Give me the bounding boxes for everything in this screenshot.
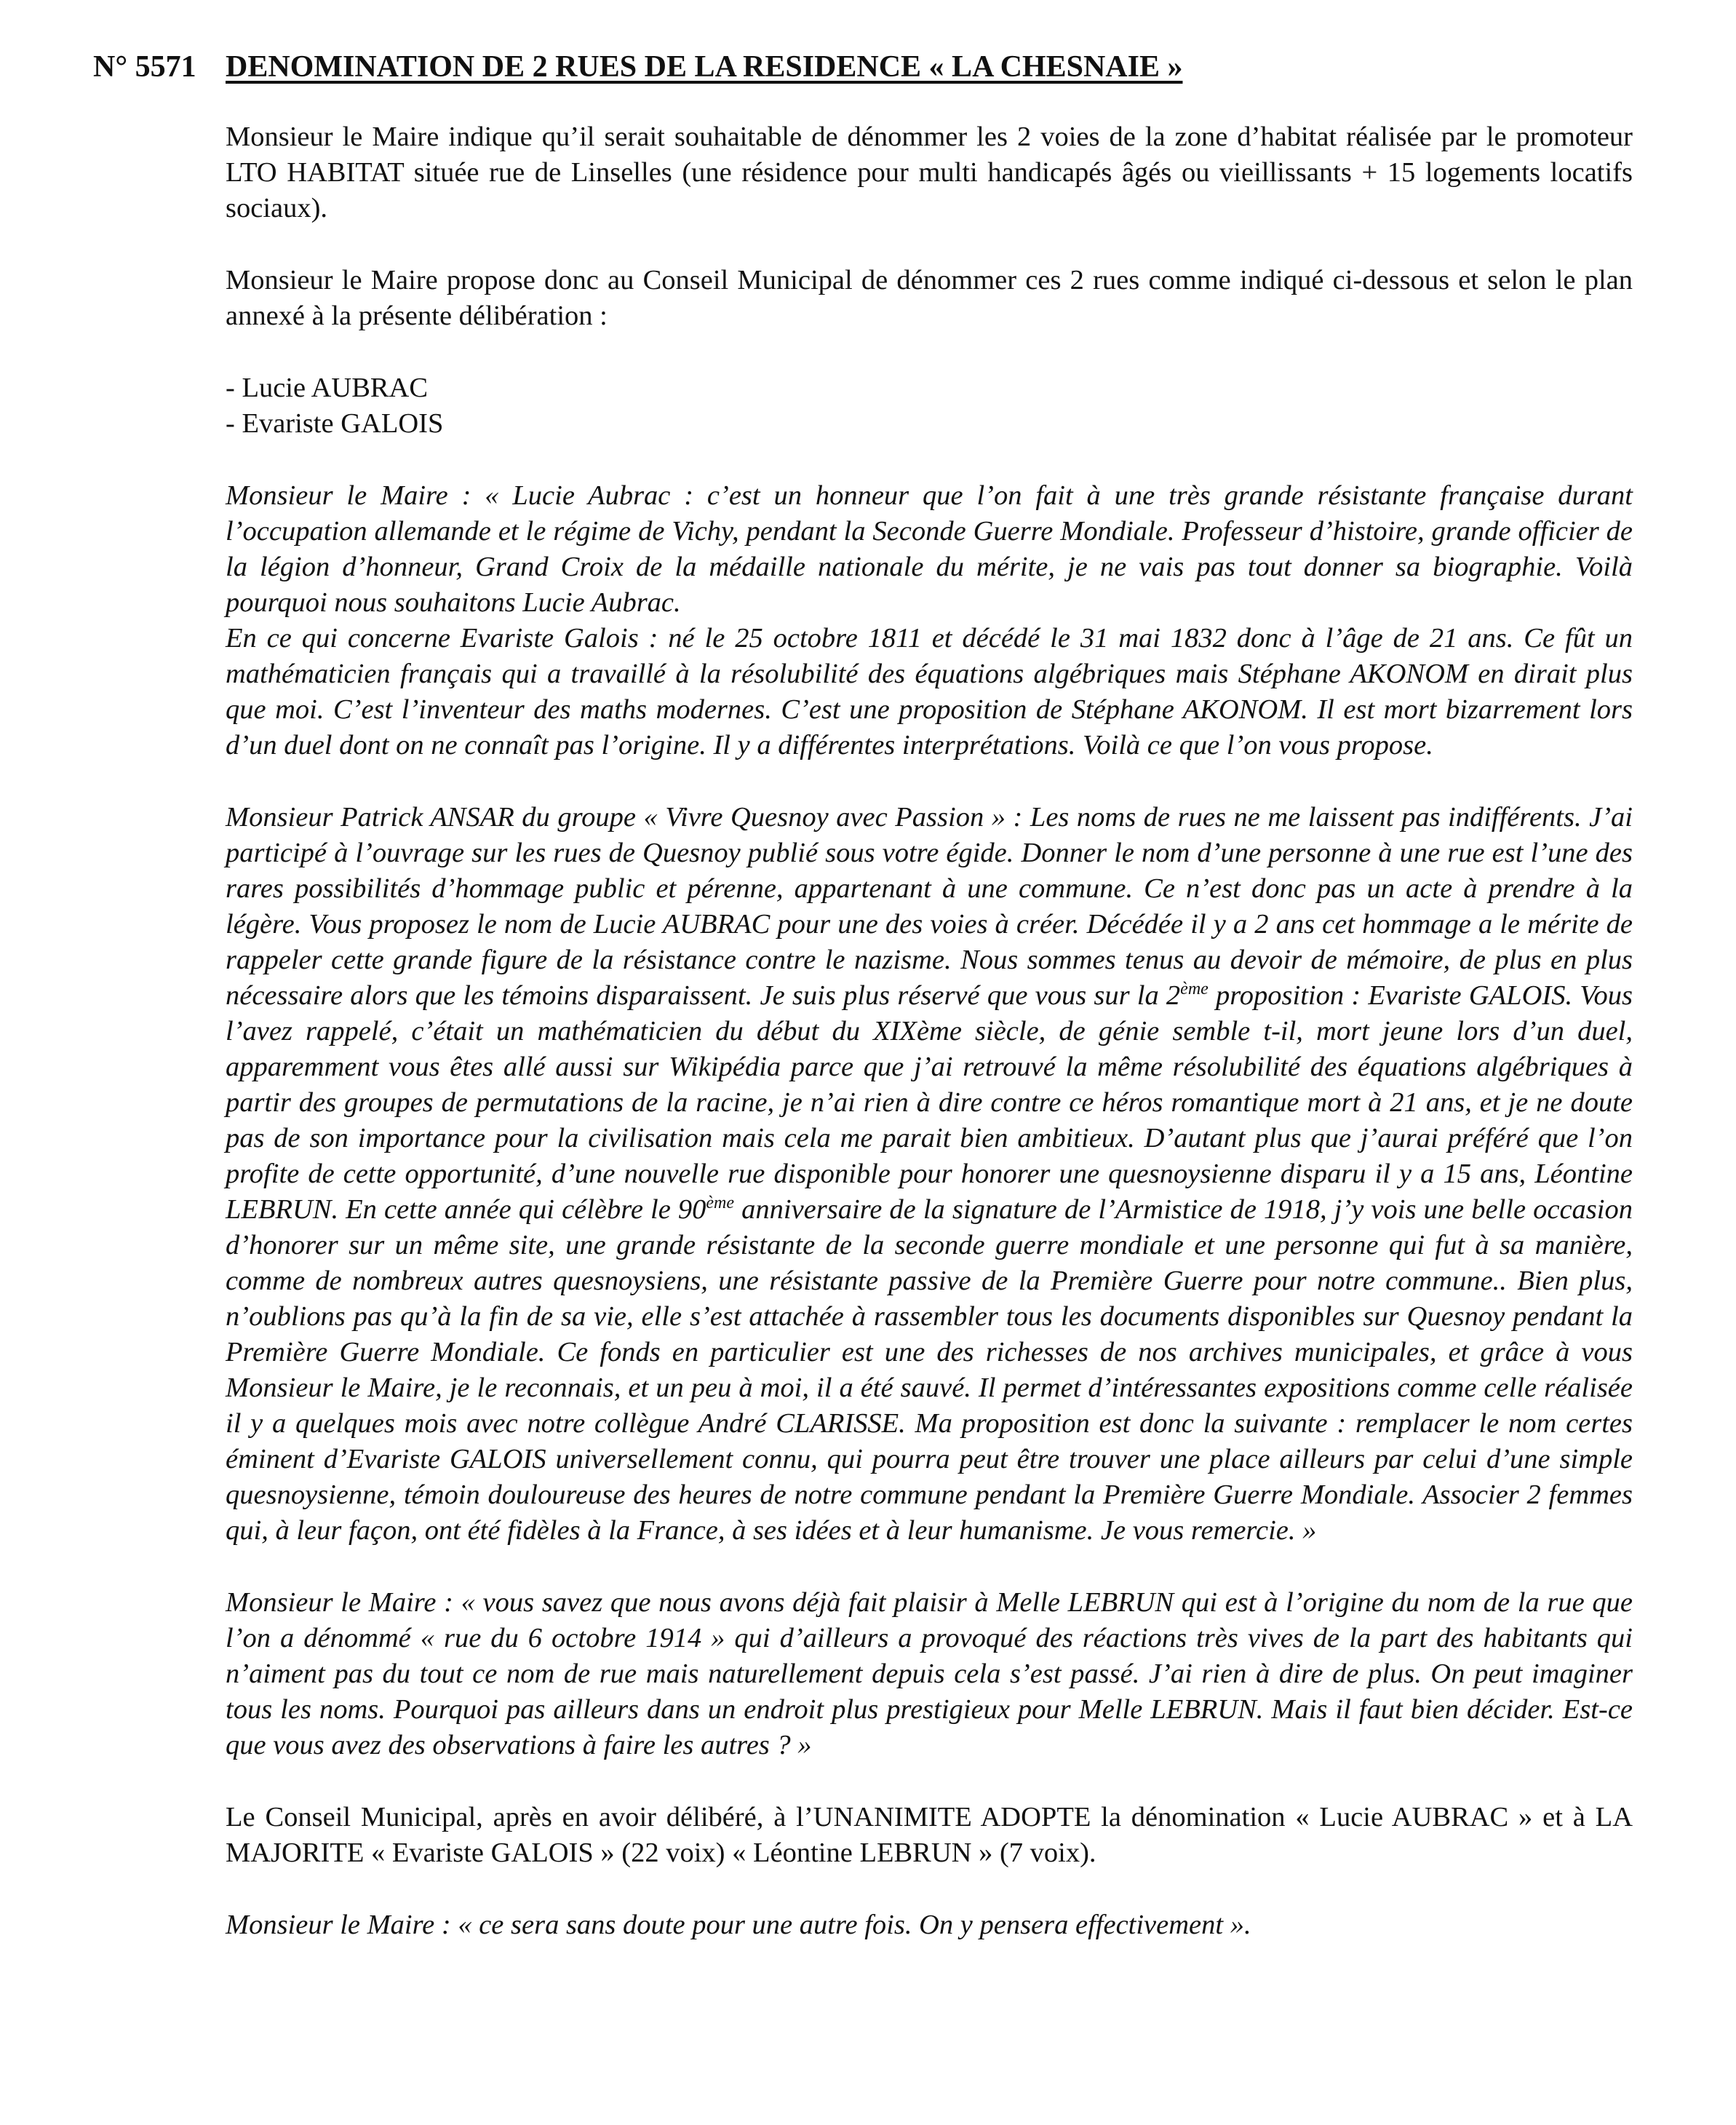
list-item-galois: - Evariste GALOIS (226, 408, 444, 439)
paragraph-maire-closing: Monsieur le Maire : « ce sera sans doute pour une autre fois. On y pensera effectivement ». (226, 1910, 1251, 1940)
superscript-eme: ème (1180, 980, 1209, 999)
ansar-text-part-3: anniversaire de la signature de l’Armistice de 1918, j’y vois une belle occasion d’honorer sur un même site, une grande résistante de la seconde guerre mondiale et une personne qui fut à sa manière, comme de nombreux autres quesnoysiens, une résistante passive de la Première Guerre pour notre commune.. Bien plus, n’oublions pas qu’à la fin de sa vie, elle s’est attachée à rassembler tous les documents disponibles sur Quesnoy pendant la Première Guerre Mondiale. Ce fonds en particulier est une des richesses de nos archives municipales, et grâce à vous Monsieur le Maire, je le reconnais, et un peu à moi, il a été sauvé. Il permet d’intéressantes expositions comme celle réalisée il y a quelques mois avec notre collègue André CLARISSE. Ma proposition est donc la suivante : remplacer le nom certes éminent d’Evariste GALOIS universellement connu, qui pourra peut être trouver une place ailleurs par celui d’une simple quesnoysienne, témoin douloureuse des heures de notre commune pendant la Première Guerre Mondiale. Associer 2 femmes qui, à leur façon, ont été fidèles à la France, à ses idées et à leur humanisme. Je vous remercie. » (226, 1194, 1633, 1546)
paragraph-maire-lebrun: Monsieur le Maire : « vous savez que nous avons déjà fait plaisir à Melle LEBRUN qui est à l’origine du nom de la rue que l’on a dénommé « rue du 6 octobre 1914 » qui d’ailleurs a provoqué des réactions très vives de la part des habitants qui n’aiment pas du tout ce nom de rue mais naturellement depuis cela s’est passé. J’ai rien à dire de plus. On peut imaginer tous les noms. Pourquoi pas ailleurs dans un endroit plus prestigieux pour Melle LEBRUN. Mais il faut bien décider. Est-ce que vous avez des observations à faire les autres ? » (226, 1587, 1633, 1760)
paragraph-proposal: Monsieur le Maire propose donc au Conseil Municipal de dénommer ces 2 rues comme indiqué ci-dessous et selon le plan annexé à la présente délibération : (226, 265, 1633, 331)
deliberation-title: DENOMINATION DE 2 RUES DE LA RESIDENCE « LA CHESNAIE » (226, 50, 1183, 84)
paragraph-maire-aubrac: Monsieur le Maire : « Lucie Aubrac : c’est un honneur que l’on fait à une très grande résistante française durant l’occupation allemande et le régime de Vichy, pendant la Seconde Guerre Mondiale. Professeur d’histoire, grande officier de la légion d’honneur, Grand Croix de la médaille nationale du mérite, je ne vais pas tout donner sa biographie. Voilà pourquoi nous souhaitons Lucie Aubrac. (226, 480, 1633, 618)
ansar-text-part-2: proposition : Evariste GALOIS. Vous l’avez rappelé, c’était un mathématicien du début du XIXème siècle, de génie semble t-il, mort jeune lors d’un duel, apparemment vous êtes allé aussi sur Wikipédia parce que j’ai retrouvé la même résolubilité des équations algébriques à partir des groupes de permutations de la racine, je n’ai rien à dire contre ce héros romantique mort à 21 ans, et je ne doute pas de son importance pour la civilisation mais cela me parait bien ambitieux. D’autant plus que j’aurai préféré que l’on profite de cette opportunité, d’une nouvelle rue disponible pour honorer une quesnoysienne disparu il y a 15 ans, Léontine LEBRUN. En cette année qui célèbre le 90 (226, 980, 1633, 1225)
paragraph-vote-result: Le Conseil Municipal, après en avoir délibéré, à l’UNANIMITE ADOPTE la dénomination « Lucie AUBRAC » et à LA MAJORITE « Evariste GALOIS » (22 voix) « Léontine LEBRUN » (7 voix). (226, 1802, 1633, 1868)
superscript-eme: ème (706, 1193, 735, 1213)
list-item-aubrac: - Lucie AUBRAC (226, 373, 429, 403)
paragraph-maire-galois: En ce qui concerne Evariste Galois : né le 25 octobre 1811 et décédé le 31 mai 1832 donc à l’âge de 21 ans. Ce fût un mathématicien français qui a travaillé à la résolubilité des équations algébriques mais Stéphane AKONOM en dirait plus que moi. C’est l’inventeur des maths modernes. C’est une proposition de Stéphane AKONOM. Il est mort bizarrement lors d’un duel dont on ne connaît pas l’origine. Il y a différentes interprétations. Voilà ce que l’on vous propose. (226, 623, 1633, 760)
paragraph-intro: Monsieur le Maire indique qu’il serait souhaitable de dénommer les 2 voies de la zone d’habitat réalisée par le promoteur LTO HABITAT située rue de Linselles (une résidence pour multi handicapés âgés ou vieillissants + 15 logements locatifs sociaux). (226, 122, 1633, 223)
ansar-text-part-1: Monsieur Patrick ANSAR du groupe « Vivre Quesnoy avec Passion » : Les noms de rues ne me laissent pas indifférents. J’ai participé à l’ouvrage sur les rues de Quesnoy publié sous votre égide. Donner le nom d’une personne à une rue est l’une des rares possibilités d’hommage public et pérenne, appartenant à une commune. Ce n’est donc pas un acte à prendre à la légère. Vous proposez le nom de Lucie AUBRAC pour une des voies à créer. Décédée il y a 2 ans cet hommage a le mérite de rappeler cette grande figure de la résistance contre le nazisme. Nous sommes tenus au devoir de mémoire, de plus en plus nécessaire alors que les témoins disparaissent. Je suis plus réservé que vous sur la 2 (226, 802, 1633, 1011)
document-body (226, 119, 1633, 1979)
deliberation-number: N° 5571 (93, 50, 196, 84)
deliberation-heading (93, 49, 1182, 84)
paragraph-ansar (226, 800, 1633, 1549)
